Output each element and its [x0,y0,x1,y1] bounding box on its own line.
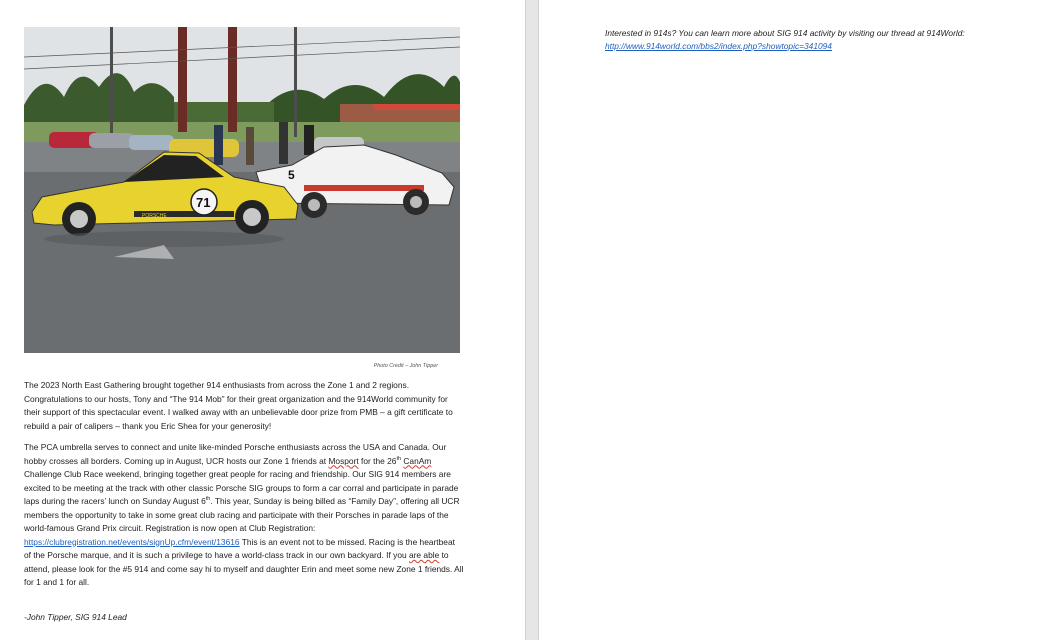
car-number-yellow: 71 [196,195,211,210]
ordinal-suffix: th [396,455,402,462]
914world-thread-link[interactable]: http://www.914world.com/bbs2/index.php?showtopic=341094 [605,40,832,51]
car-side-text: PORSCHE [142,213,167,219]
sig914-info [605,27,1035,52]
article-paragraph-2 [24,441,464,590]
document-page-right [539,0,1062,640]
paragraph-1-text: The 2023 North East Gathering brought together 914 enthusiasts from across the Zone 1 and 2 regions. Congratulations to our hosts, Tony and “The 914 Mob” for their great organization and the 914World community for their support of this spectacular event. I walked away with an unbelievable door prize from PMB – a gift certificate to rebuild a pair of calipers – thank you Eric Shea for your generosity! [24,380,453,431]
article-paragraph-1 [24,379,464,433]
para2-text-f: This is an event not to be missed. Racing is the heartbeat of the Porsche marque, and it is such a privilege to have a world-class track in our own backyard. If you [24,536,455,560]
para2-text-b: for the 26 [358,455,397,466]
photo-caption: Photo Credit – John Tipper [373,363,438,369]
para2-text-g: to attend, please look for the #5 914 and come say hi to myself and daughter Erin and meet some new Zone 1 friends. All for 1 and 1 for all. [24,550,464,587]
paragraph-2-text [24,441,464,590]
spellcheck-word-mosport[interactable]: Mosport [328,455,359,466]
article-signature: -John Tipper, SIG 914 Lead [24,612,127,622]
sig914-intro-text: Interested in 914s? You can learn more about SIG 914 activity by visiting our thread at 914World: [605,28,965,38]
spellcheck-word-canam[interactable]: CanAm [403,455,432,466]
car-number-white: 5 [288,168,295,182]
article-photo [24,27,460,353]
para2-text-a: The PCA umbrella serves to connect and unite like-minded Porsche enthusiasts across the USA and Canada. Our hobby crosses all borders. Coming up in August, UCR hosts our Zone 1 friends at [24,442,447,466]
club-registration-link[interactable]: https://clubregistration.net/events/signUp.cfm/event/13616 [24,536,240,547]
porsche-914-photo [24,27,460,353]
document-page-left [0,0,525,640]
grammar-check-phrase[interactable]: are able [408,550,440,560]
ordinal-suffix: th [205,496,211,503]
para2-text-d: Challenge Club Race weekend, bringing together great people for racing and friendship. Our SIG 914 members are excited to be meeting at the track with other classic Porsche SIG groups to form a car corral and participate in parade laps during the racers’ lunch on Sunday August 6 [24,469,459,506]
para2-text-e: . This year, Sunday is being billed as “Family Day”, offering all UCR members the opportunity to take in some great club racing and participate with their Porsches in parade laps of the world-famous Grand Prix circuit. Registration is now open at Club Registration: [24,496,460,533]
